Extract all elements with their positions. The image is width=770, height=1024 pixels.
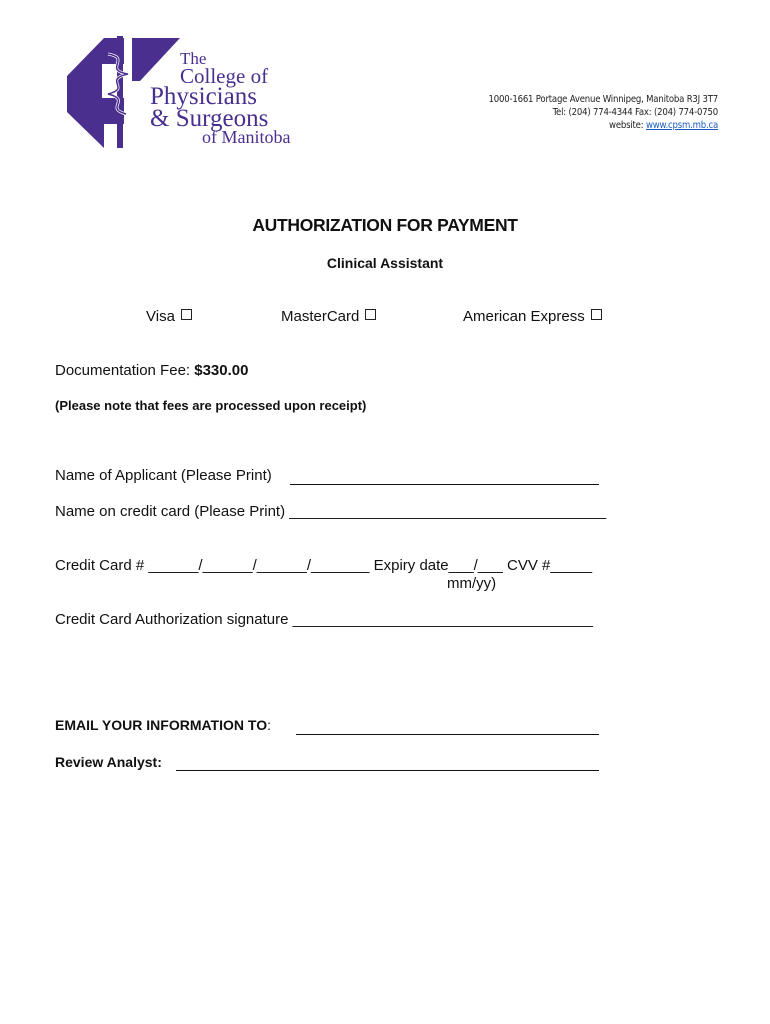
email-colon: : — [267, 717, 271, 733]
amex-label: American Express — [463, 308, 585, 325]
email-row — [55, 717, 271, 733]
fee-value: $330.00 — [194, 362, 249, 379]
form-title: AUTHORIZATION FOR PAYMENT — [252, 215, 518, 235]
applicant-name-row — [55, 467, 272, 484]
logo-line-the: The — [180, 49, 207, 68]
expiry-format-hint: mm/yy) — [447, 575, 497, 592]
payment-option-amex[interactable] — [463, 308, 602, 325]
applicant-name-field[interactable] — [290, 470, 599, 485]
fee-label: Documentation Fee: — [55, 362, 191, 379]
review-analyst-label: Review Analyst: — [55, 754, 162, 770]
address-street: 1000-1661 Portage Avenue Winnipeg, Manitoba R3J 3T7 — [488, 94, 718, 105]
logo-line-surgeons: & Surgeons — [150, 105, 269, 132]
mastercard-checkbox[interactable] — [365, 309, 376, 320]
logo-line-college: College of — [180, 64, 269, 88]
logo-line-physicians: Physicians — [150, 83, 257, 110]
address-phone-fax: Tel: (204) 774-4344 Fax: (204) 774-0750 — [552, 107, 718, 118]
documentation-fee — [55, 362, 248, 379]
cardholder-name-row[interactable]: Name on credit card (Please Print) ______________________________________ — [55, 503, 607, 520]
address-website — [609, 120, 718, 131]
form-subtitle: Clinical Assistant — [326, 255, 444, 271]
signature-row[interactable]: Credit Card Authorization signature ____________________________________ — [55, 611, 593, 628]
amex-checkbox[interactable] — [591, 309, 602, 320]
credit-card-row[interactable]: Credit Card # ______/______/______/_______ Expiry date___/___ CVV #_____ — [55, 557, 593, 574]
website-link[interactable]: www.cpsm.mb.ca — [645, 120, 718, 131]
visa-label: Visa — [146, 308, 175, 325]
email-field[interactable] — [296, 720, 599, 735]
mastercard-label: MasterCard — [281, 308, 360, 325]
payment-option-visa[interactable] — [146, 308, 192, 325]
logo-line-manitoba: of Manitoba — [202, 127, 291, 147]
review-analyst-field[interactable] — [176, 756, 599, 771]
visa-checkbox[interactable] — [181, 309, 192, 320]
college-logo — [62, 36, 322, 154]
applicant-name-label: Name of Applicant (Please Print) — [55, 467, 272, 484]
website-label: website: — [609, 120, 644, 131]
fee-note: (Please note that fees are processed upon receipt) — [55, 398, 367, 413]
email-label: EMAIL YOUR INFORMATION TO — [55, 717, 268, 733]
payment-option-mastercard[interactable] — [281, 308, 376, 325]
